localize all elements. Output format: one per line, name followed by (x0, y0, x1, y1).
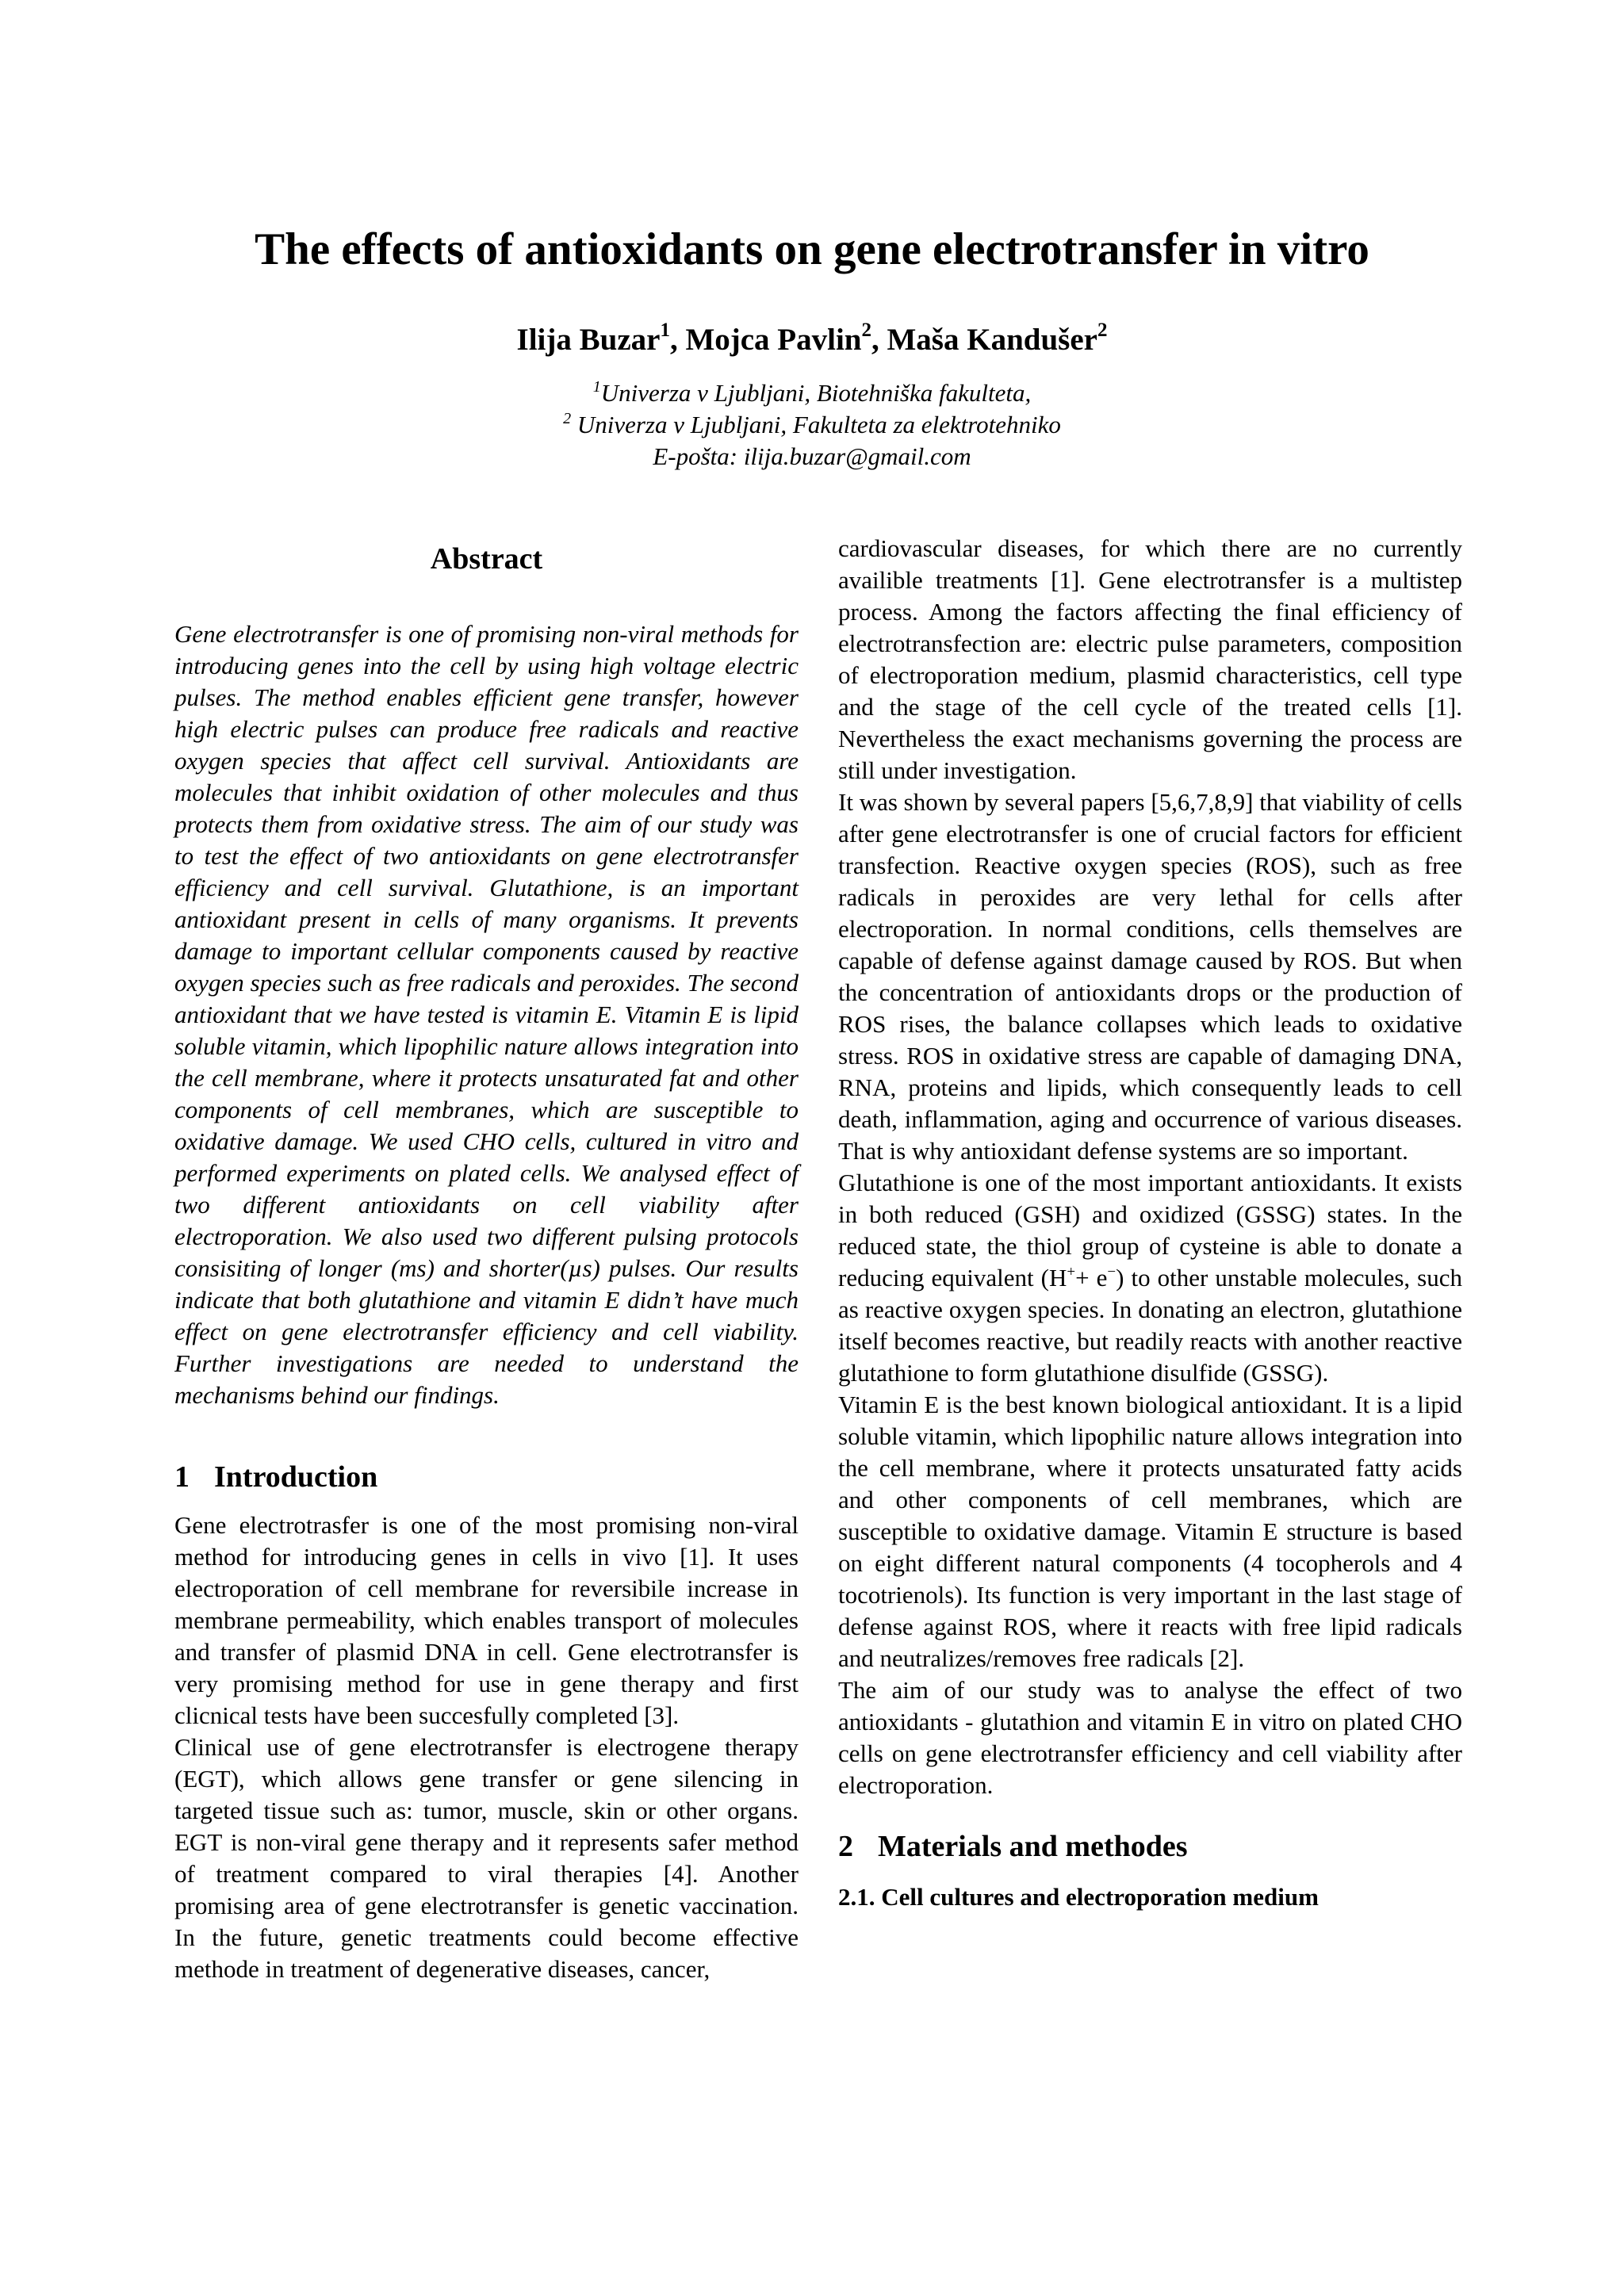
section-number: 1 (174, 1460, 190, 1494)
subsection-heading: 2.1. Cell cultures and electroporation medium (838, 1883, 1319, 1911)
author-list (0, 320, 1624, 360)
abstract-heading: Abstract (430, 542, 543, 576)
left-column (174, 533, 799, 1985)
author-affiliation-mark: 1 (660, 320, 670, 341)
paragraph: It was shown by several papers [5,6,7,8,9] that viability of cells after gene electrotransfer is one of crucial factors for efficient transfection. Reactive oxygen species (ROS), such as free radicals in peroxides are very lethal for cells after electroporation. In normal conditions, cells themselves are capable of defense against damage caused by ROS. But when the concentration of antioxidants drops or the production of ROS rises, the balance collapses which leads to oxidative stress. ROS in oxidative stress are capable of damaging DNA, RNA, proteins and lipids, which consequently leads to cell death, inflammation, aging and occurrence of various diseases. That is why antioxidant defense systems are so important. (838, 788, 1462, 1165)
paragraph: cardiovascular diseases, for which there are no currently availible treatments [1]. Gene electrotransfer is a multistep process. Among the factors affecting the final efficiency of electrotransfection are: electric pulse parameters, composition of electroporation medium, plasmid characteristics, cell type and the stage of the cell cycle of the treated cells [1]. Nevertheless the exact mechanisms governing the process are still under investigation. (838, 534, 1462, 784)
affiliation-line (0, 377, 1624, 409)
section-heading-introduction (174, 1457, 799, 1497)
affiliation-text: Univerza v Ljubljani, Biotehniška fakulteta, (600, 379, 1032, 407)
author-name: Maša Kandušer (887, 323, 1097, 357)
paragraph: Vitamin E is the best known biological antioxidant. It is a lipid soluble vitamin, which lipophilic nature allows integration into the cell membrane, where it protects unsaturated fatty acids and other components of cell membranes, which are susceptible to oxidative damage. Vitamin E structure is based on eight different natural components (4 tocopherols and 4 tocotrienols). Its function is very important in the last stage of defense against ROS, where it reacts with free lipid radicals and neutralizes/removes free radicals [2]. (838, 1391, 1462, 1672)
text-run: ) to other unstable molecules, such as reactive oxygen species. In donating an electron, glutathione itself becomes reactive, but readily reacts with another reactive glutathione to form glutathione disulfide (GSSG). (838, 1264, 1463, 1387)
author-affiliation-mark: 2 (861, 320, 871, 341)
author-separator: , (871, 323, 887, 357)
superscript-minus: − (1107, 1264, 1116, 1280)
paragraph-glutathione (838, 1167, 1462, 1389)
section-number: 2 (838, 1830, 853, 1863)
paragraph: Gene electrotrasfer is one of the most promising non-viral method for introducing genes in cells in vivo [1]. It uses electroporation of cell membrane for reversibile increase in membrane permeability, which enables transport of molecules and transfer of plasmid DNA in cell. Gene electrotransfer is very promising method for use in gene therapy and first clicnical tests have been succesfully completed [3]. (174, 1511, 799, 1729)
section-title: Materials and methodes (878, 1830, 1188, 1863)
abstract-text: Gene electrotransfer is one of promising non-viral methods for introducing genes into the cell by using high voltage electric pulses. The method enables efficient gene transfer, however high electric pulses can produce free radicals and reactive oxygen species that affect cell survival. Antioxidants are molecules that inhibit oxidation of other molecules and thus protects them from oxidative stress. The aim of our study was to test the effect of two antioxidants on gene electrotransfer efficiency and cell survival. Glutathione, is an important antioxidant present in cells of many organisms. It prevents damage to important cellular components caused by reactive oxygen species such as free radicals and peroxides. The second antioxidant that we have tested is vitamin E. Vitamin E is lipid soluble vitamin, which lipophilic nature allows integration into the cell membrane, where it protects unsaturated fat and other components of cell membranes, which are susceptible to oxidative damage. We used CHO cells, cultured in vitro and performed experiments on plated cells. We analysed effect of two different antioxidants on cell viability after electroporation. We also used two different pulsing protocols consisiting of longer (ms) and shorter(µs) pulses. Our results indicate that both glutathione and vitamin E didn’t have much effect on gene electrotransfer efficiency and cell viability. Further investigations are needed to understand the mechanisms behind our findings. (174, 620, 799, 1409)
affiliation-text: Univerza v Ljubljani, Fakulteta za elektrotehniko (571, 411, 1061, 438)
text-run: Glutathione is one of the most important antioxidants. It exists in both reduced (GSH) and oxidized (GSSG) states. In the reduced state, the thiol group of cysteine is able to donate a reducing equivalent (H (838, 1169, 1462, 1292)
paragraph: The aim of our study was to analyse the effect of two antioxidants - glutathion and vitamin E in vitro on plated CHO cells on gene electrotransfer efficiency and cell viability after electroporation. (838, 1676, 1462, 1799)
superscript-plus: + (1067, 1264, 1076, 1280)
section-heading-materials (838, 1827, 1462, 1866)
affiliation-line (0, 409, 1624, 441)
author-separator: , (669, 323, 686, 357)
author-email: E-pošta: ilija.buzar@gmail.com (653, 442, 971, 470)
affiliations (0, 377, 1624, 473)
affiliation-mark: 2 (563, 410, 572, 427)
text-run: + e (1075, 1264, 1108, 1292)
affiliation-mark: 1 (592, 378, 601, 396)
paper-title: The effects of antioxidants on gene electrotransfer in vitro (255, 224, 1369, 274)
paragraph: Clinical use of gene electrotransfer is electrogene therapy (EGT), which allows gene transfer or gene silencing in targeted tissue such as: tumor, muscle, skin or other organs. EGT is non-viral gene therapy and it represents safer method of treatment compared to viral therapies [4]. Another promising area of gene electrotransfer is genetic vaccination. In the future, genetic treatments could become effective methode in treatment of degenerative diseases, cancer, (174, 1733, 799, 1983)
author-affiliation-mark: 2 (1097, 320, 1108, 341)
author-name: Ilija Buzar (516, 323, 661, 357)
author-name: Mojca Pavlin (685, 323, 862, 357)
right-column (838, 533, 1462, 1915)
section-title: Introduction (214, 1460, 378, 1494)
